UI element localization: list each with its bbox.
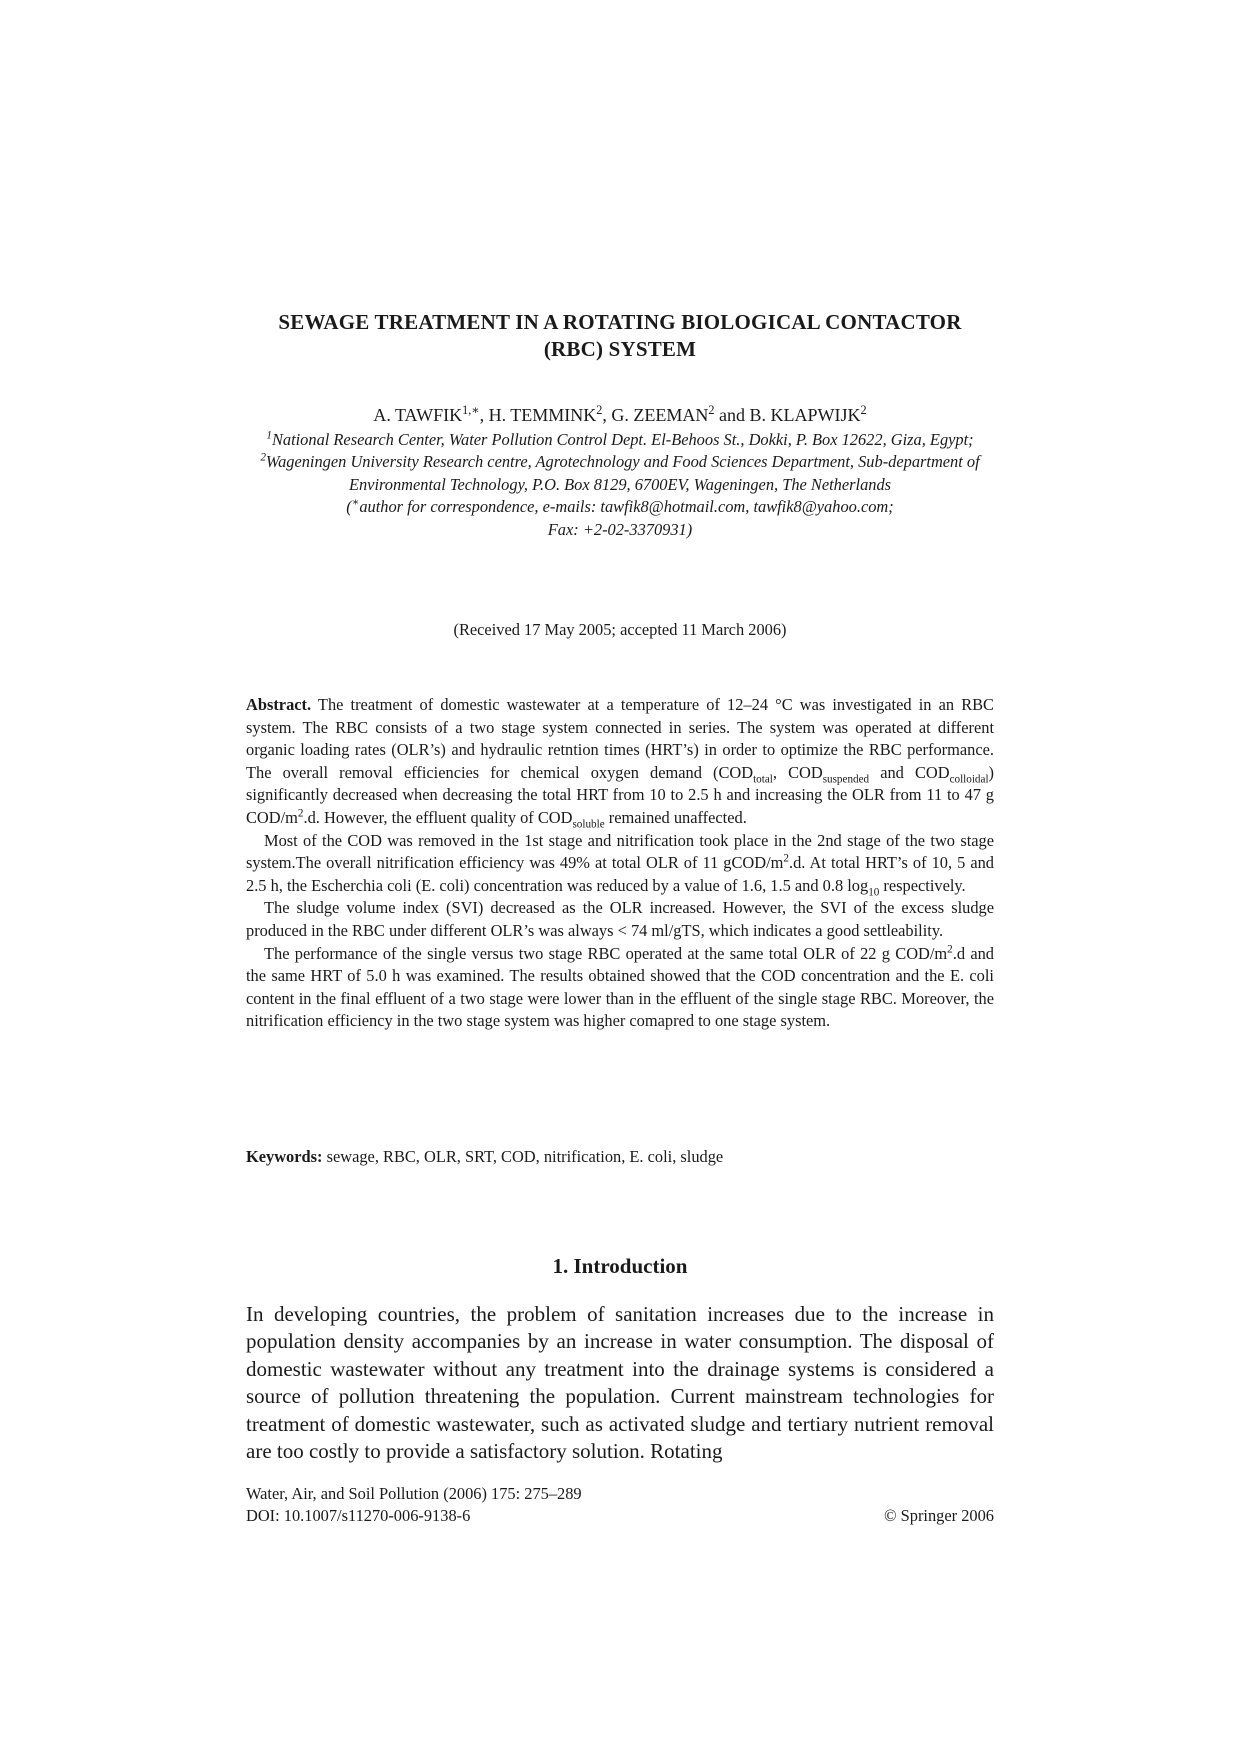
author-affil-mark: 1,∗ bbox=[462, 403, 480, 417]
affil-mark-1: 1 bbox=[266, 429, 272, 442]
affiliation-text bbox=[246, 429, 994, 496]
author-separator: , bbox=[479, 405, 489, 425]
author-name: B. KLAPWIJK bbox=[749, 405, 861, 425]
abstract-text: ) significantly decreased when decreasing the total HRT from 10 to 2.5 h and increasing the OLR from 11 to 47 g COD/m bbox=[246, 762, 995, 827]
corr-mark: ∗ bbox=[351, 496, 360, 509]
page-footer bbox=[246, 1483, 994, 1527]
paper-title bbox=[246, 309, 994, 363]
abstract-paragraph-2 bbox=[246, 830, 994, 898]
abstract-text: respectively. bbox=[879, 875, 966, 895]
introduction-text: In developing countries, the problem of sanitation increases due to the increase in population density accompanies by an increase in water consumption. The disposal of domestic wastewater without any treatment into the drainage systems is considered a source of pollution threatening the population. Current mainstream technologies for treatment of domestic wastewater, such as activated sludge and tertiary nutrient removal are too costly to provide a satisfactory solution. Rotating bbox=[246, 1302, 994, 1464]
journal-citation: Water, Air, and Soil Pollution (2006) 175: 275–289 bbox=[246, 1484, 582, 1503]
corr-open: ( bbox=[346, 497, 352, 517]
keywords-list: sewage, RBC, OLR, SRT, COD, nitrification, E. coli, sludge bbox=[322, 1147, 724, 1166]
author-name: A. TAWFIK bbox=[373, 405, 463, 425]
author-name: H. TEMMINK bbox=[488, 405, 597, 425]
affil-mark-2: 2 bbox=[260, 451, 266, 464]
author-name: G. ZEEMAN bbox=[611, 405, 709, 425]
abstract-text: and COD bbox=[869, 762, 950, 782]
doi: DOI: 10.1007/s11270-006-9138-6 bbox=[246, 1506, 471, 1525]
abstract-text: remained unaffected. bbox=[604, 807, 747, 827]
abstract-text: , COD bbox=[772, 762, 823, 782]
affil-2: Wageningen University Research centre, Agrotechnology and Food Sciences Department, Sub-department of Environmental Technology, P.O. Box 8129, 6700EV, Wageningen, The Netherlands bbox=[265, 452, 980, 494]
abstract-paragraph-3: The sludge volume index (SVI) decreased as the OLR increased. However, the SVI of the excess sludge produced in the RBC under different OLR’s was always < 74 ml/gTS, which indicates a good settleability. bbox=[246, 898, 994, 940]
subscript: 10 bbox=[868, 886, 880, 899]
subscript: colloidal bbox=[949, 773, 989, 786]
title-line-1: SEWAGE TREATMENT IN A ROTATING BIOLOGICAL CONTACTOR bbox=[278, 310, 962, 334]
abstract-label: Abstract. bbox=[246, 695, 312, 714]
superscript: 2 bbox=[783, 852, 789, 865]
superscript: 2 bbox=[947, 943, 953, 956]
abstract-text: .d and the same HRT of 5.0 h was examined. The results obtained showed that the COD concentration and the E. coli content in the final effluent of a two stage were lower than in the effluent of the single stage RBC. Moreover, the nitrification efficiency in the two stage system was higher comapred to one stage system. bbox=[246, 943, 994, 1031]
author-affil-mark: 2 bbox=[596, 403, 603, 417]
correspondence-note bbox=[246, 496, 994, 518]
affiliations bbox=[246, 429, 994, 541]
author-list bbox=[246, 404, 994, 426]
abstract-text: The performance of the single versus two stage RBC operated at the same total OLR of 22 g COD/m bbox=[264, 943, 948, 963]
author-conjunction: and bbox=[714, 405, 750, 425]
abstract-paragraph-1 bbox=[246, 694, 994, 830]
author-affil-mark: 2 bbox=[708, 403, 715, 417]
fax-line: Fax: +2-02-3370931) bbox=[547, 519, 693, 539]
title-line-2: (RBC) SYSTEM bbox=[543, 337, 697, 361]
section-heading: 1. Introduction bbox=[552, 1254, 688, 1278]
abstract-paragraph-4 bbox=[246, 943, 994, 1033]
abstract bbox=[246, 694, 994, 1033]
subscript: suspended bbox=[822, 773, 870, 786]
author-affil-mark: 2 bbox=[860, 403, 867, 417]
abstract-text: Most of the COD was removed in the 1st stage and nitrification took place in the 2nd stage of the two stage system.The overall nitrification efficiency was 49% at total OLR of 11 gCOD/m bbox=[246, 830, 994, 873]
keywords-label: Keywords: bbox=[246, 1147, 323, 1166]
subscript: total bbox=[753, 773, 773, 786]
superscript: 2 bbox=[297, 807, 304, 820]
abstract-text: .d. However, the effluent quality of COD bbox=[303, 807, 573, 827]
received-dates: (Received 17 May 2005; accepted 11 March 2006) bbox=[453, 620, 787, 639]
author-separator: , bbox=[602, 405, 612, 425]
doi-row bbox=[246, 1505, 994, 1527]
copyright: © Springer 2006 bbox=[884, 1506, 994, 1525]
keywords bbox=[246, 1146, 994, 1168]
abstract-text: The treatment of domestic wastewater at a temperature of 12–24 °C was investigated in an RBC system. The RBC consists of a two stage system connected in series. The system was operated at different organic loading rates (OLR’s) and hydraulic retntion times (HRT’s) in order to optimize the RBC performance. The overall removal efficiencies for chemical oxygen demand (COD bbox=[246, 695, 994, 782]
corr-emails: author for correspondence, e-mails: tawfik8@hotmail.com, tawfik8@yahoo.com; bbox=[359, 497, 894, 517]
abstract-text: .d. At total HRT’s of 10, 5 and 2.5 h, the Escherchia coli (E. coli) concentration was reduced by a value of 1.6, 1.5 and 0.8 log bbox=[246, 853, 994, 895]
subscript: soluble bbox=[572, 818, 605, 831]
affil-1: National Research Center, Water Pollution Control Dept. El-Behoos St., Dokki, P. Box 12622, Giza, Egypt; bbox=[271, 430, 974, 449]
